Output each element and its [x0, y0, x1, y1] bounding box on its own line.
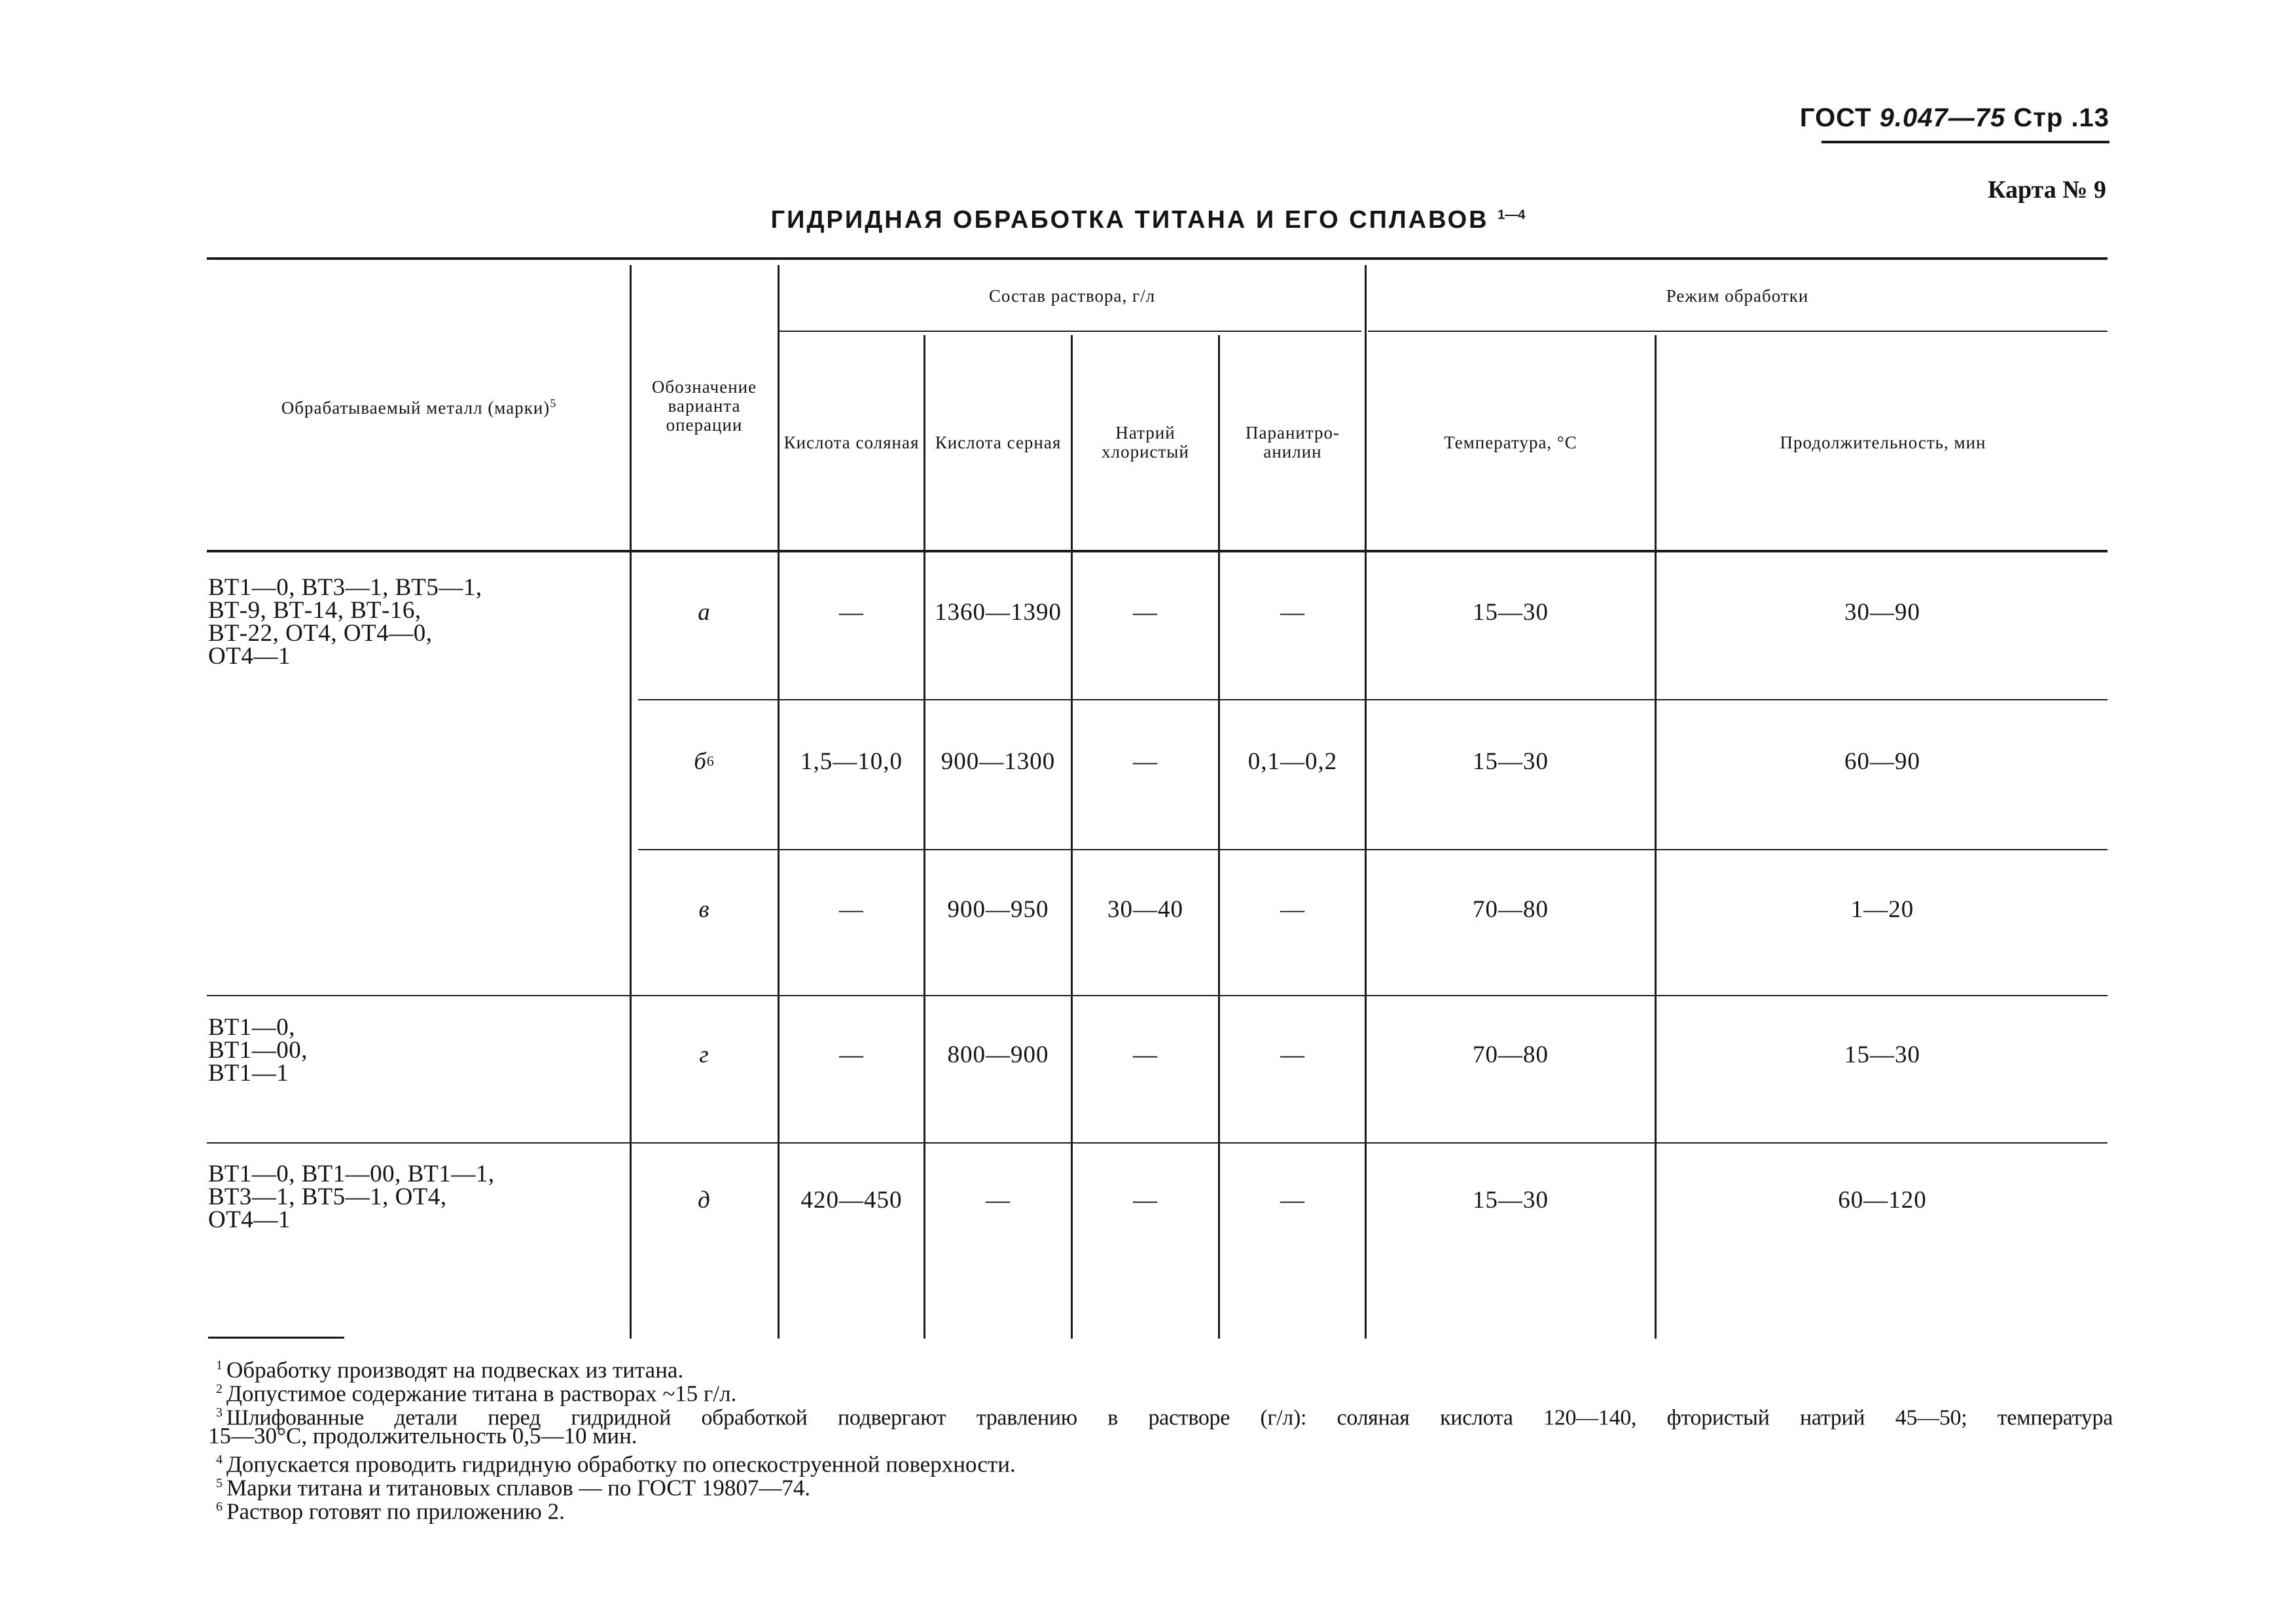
cell-duration: 1—20 — [1850, 895, 1914, 923]
col-rule-nacl — [1218, 335, 1220, 1339]
header-h2so4: Кислота серная — [935, 432, 1062, 452]
col-rule-hcl — [924, 335, 925, 1339]
cell-pna: 0,1—0,2 — [1247, 748, 1338, 775]
metal-line: ВТ1—0, ВТ1—00, ВТ1—1, — [208, 1161, 495, 1187]
cell-variant: г — [699, 1041, 709, 1068]
cell-nacl: — — [1133, 598, 1158, 626]
cell-hcl: 1,5—10,0 — [800, 748, 903, 775]
standard-label: ГОСТ — [1799, 103, 1872, 132]
cell-temperature: 15—30 — [1473, 1186, 1549, 1214]
col-rule-h2so4 — [1071, 335, 1073, 1339]
cell-nacl: — — [1133, 1041, 1158, 1068]
card-number: Карта № 9 — [1987, 176, 2106, 204]
cell-variant: б 6 — [694, 748, 715, 775]
metal-group-1 — [208, 576, 482, 668]
metal-line: ВТ1—0, — [208, 1014, 296, 1041]
cell-pna: — — [1280, 598, 1305, 626]
cell-duration: 30—90 — [1844, 598, 1920, 626]
header-underline — [1821, 141, 2109, 143]
cell-hcl: — — [839, 1041, 864, 1068]
title-note-refs: 1—4 — [1498, 208, 1526, 223]
metal-line: ВТ-9, ВТ-14, ВТ-16, — [208, 597, 422, 624]
footnote: $^3$ Шлифованные детали перед гидридной обработкой подвергают травлению в растворе (г/л): соляная кислота 120—140, фтористый натрий 45—50; температура — [216, 1405, 2113, 1430]
cell-h2so4: 800—900 — [947, 1041, 1049, 1068]
col-rule-pna — [1365, 265, 1367, 1339]
metal-group-2 — [208, 1016, 308, 1085]
col-rule-temperature — [1655, 335, 1657, 1339]
cell-pna: — — [1280, 1186, 1305, 1214]
metal-line: ВТ1—00, — [208, 1037, 308, 1064]
table-top-rule — [207, 257, 2108, 260]
metal-line: ВТ1—0, ВТ3—1, ВТ5—1, — [208, 574, 482, 601]
metal-group-3 — [208, 1163, 495, 1231]
row-rule-3 — [207, 995, 2108, 996]
cell-temperature: 15—30 — [1473, 598, 1549, 626]
header-bottom-rule — [207, 550, 2108, 552]
header-solution-group: Состав раствора, г/л — [988, 286, 1156, 306]
header-metal — [208, 262, 630, 550]
footnote: $^1$ Обработку производят на подвесках из титана. — [216, 1357, 684, 1383]
col-rule-variant — [778, 265, 780, 1339]
header-metal-ref: 5 — [550, 397, 557, 410]
cell-h2so4: 900—1300 — [941, 748, 1056, 775]
cell-duration: 15—30 — [1844, 1041, 1920, 1068]
page-header — [1800, 103, 2109, 133]
header-regime-group: Режим обработки — [1666, 286, 1809, 306]
cell-h2so4: 900—950 — [947, 895, 1049, 923]
cell-hcl: — — [839, 598, 864, 626]
cell-pna: — — [1280, 895, 1305, 923]
cell-duration: 60—90 — [1844, 748, 1920, 775]
title-text: ГИДРИДНАЯ ОБРАБОТКА ТИТАНА И ЕГО СПЛАВОВ — [770, 206, 1489, 234]
cell-variant: а — [698, 598, 711, 626]
metal-line: ВТ-22, ОТ4, ОТ4—0, — [208, 620, 433, 647]
cell-duration: 60—120 — [1838, 1186, 1927, 1214]
header-nacl: Натрий хлористый — [1102, 423, 1189, 461]
document-title — [0, 206, 2296, 234]
cell-temperature: 15—30 — [1473, 748, 1549, 775]
group-header-rule-solution — [779, 331, 1361, 332]
cell-h2so4: — — [986, 1186, 1011, 1214]
cell-variant: д — [698, 1186, 711, 1214]
footnote: $^4$ Допускается проводить гидридную обработку по опескоструенной поверхности. — [216, 1451, 1016, 1477]
metal-line: ВТ3—1, ВТ5—1, ОТ4, — [208, 1183, 447, 1210]
metal-line: ОТ4—1 — [208, 643, 291, 670]
standard-number: 9.047—75 — [1879, 103, 2006, 132]
metal-line: ВТ1—1 — [208, 1060, 289, 1087]
footnote-continuation: 15—30°С, продолжительность 0,5—10 мин. — [208, 1423, 637, 1449]
header-variant: Обозначение варианта операции — [651, 376, 757, 435]
cell-temperature: 70—80 — [1473, 1041, 1549, 1068]
cell-nacl: — — [1133, 748, 1158, 775]
footnote-separator — [208, 1337, 344, 1339]
group-header-rule-regime — [1368, 331, 2108, 332]
header-duration: Продолжительность, мин — [1780, 432, 1986, 452]
footnote: $^5$ Марки титана и титановых сплавов — по ГОСТ 19807—74. — [216, 1475, 811, 1501]
header-hcl: Кислота соляная — [783, 432, 920, 452]
row-rule-2 — [638, 849, 2108, 850]
cell-hcl: — — [839, 895, 864, 923]
cell-nacl: 30—40 — [1107, 895, 1183, 923]
cell-h2so4: 1360—1390 — [935, 598, 1062, 626]
footnote: $^2$ Допустимое содержание титана в растворах ~15 г/л. — [216, 1380, 737, 1407]
header-temperature: Температура, °С — [1444, 432, 1577, 452]
footnote: $^6$ Раствор готовят по приложению 2. — [216, 1498, 565, 1525]
cell-nacl: — — [1133, 1186, 1158, 1214]
cell-hcl: 420—450 — [800, 1186, 903, 1214]
cell-temperature: 70—80 — [1473, 895, 1549, 923]
row-rule-1 — [638, 699, 2108, 700]
metal-line: ОТ4—1 — [208, 1206, 291, 1233]
cell-pna: — — [1280, 1041, 1305, 1068]
cell-variant: в — [698, 895, 710, 923]
row-rule-4 — [207, 1142, 2108, 1144]
header-metal-label: Обрабатываемый металл (марки) — [281, 398, 550, 418]
page-number: Стр .13 — [2013, 103, 2109, 132]
header-pna: Паранитро-анилин — [1246, 423, 1340, 461]
col-rule-metal — [630, 265, 632, 1339]
